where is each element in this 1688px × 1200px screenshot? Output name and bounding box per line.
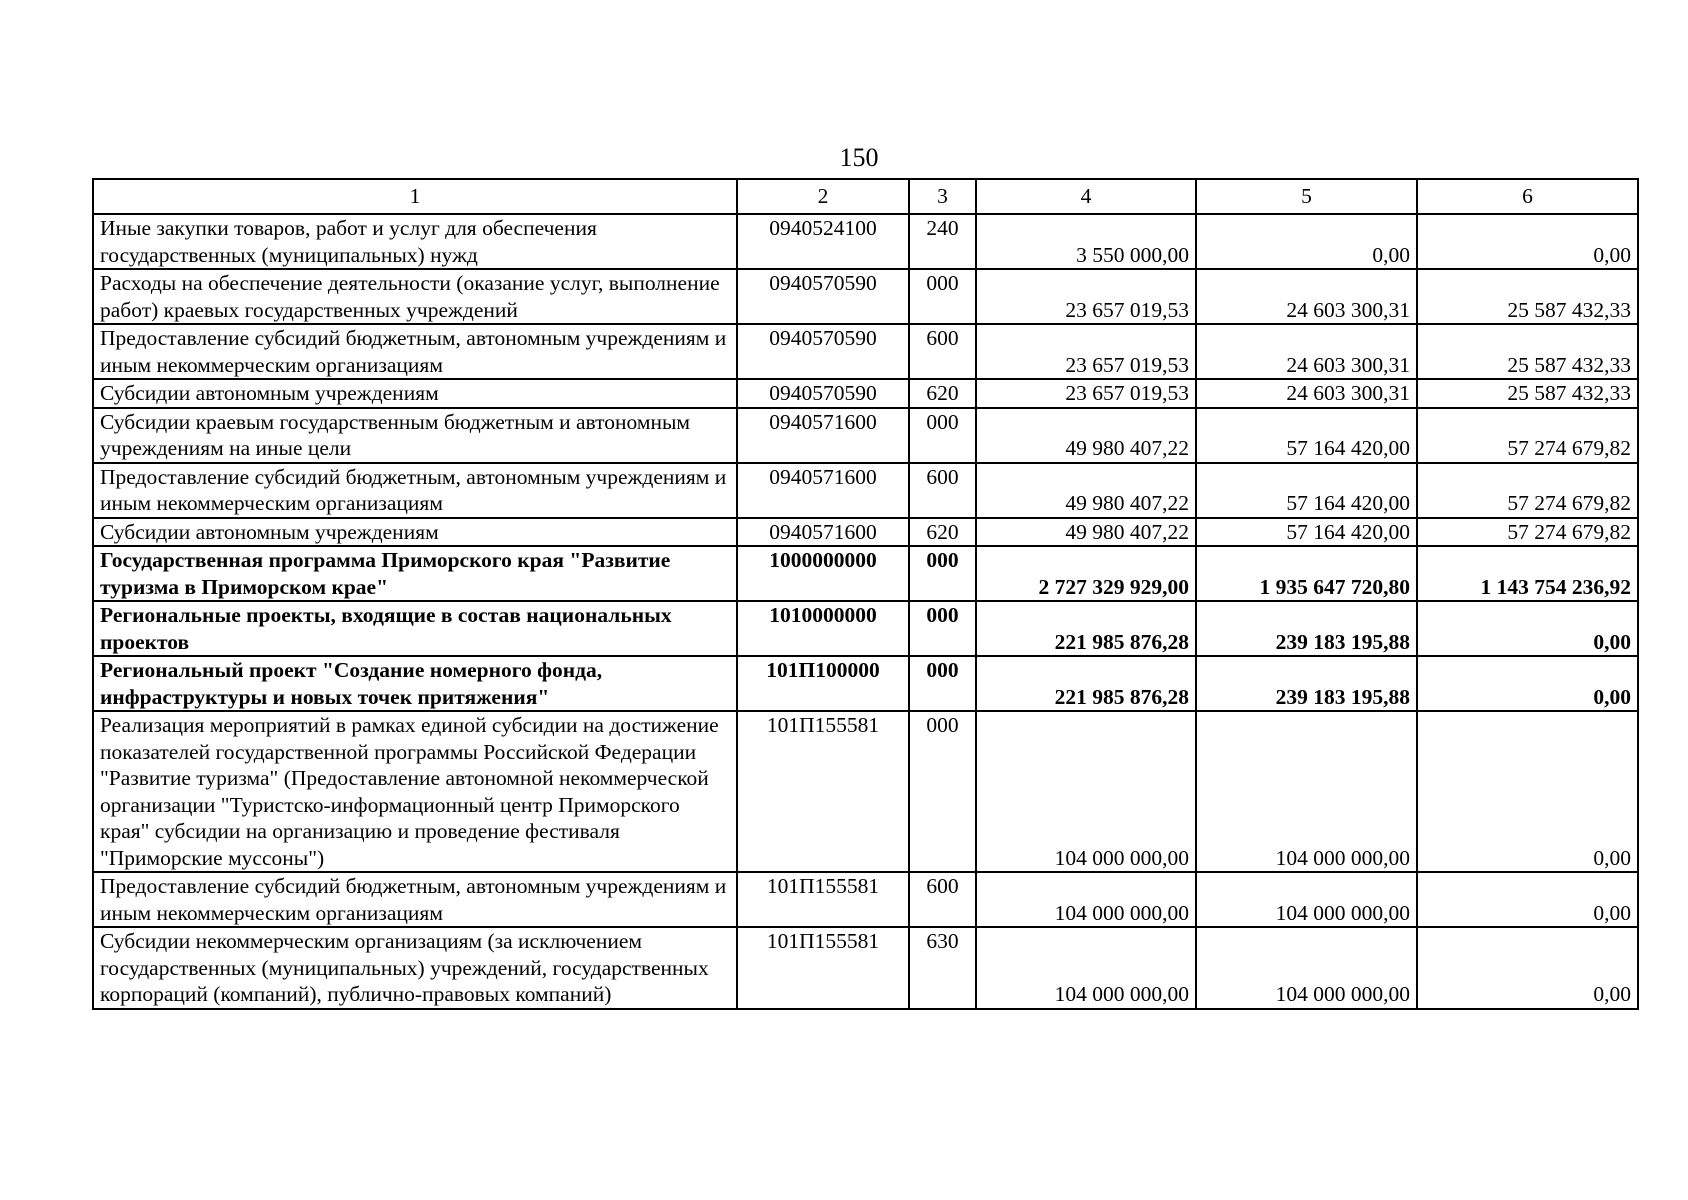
- row-amount-col6-cell: 57 274 679,82: [1417, 518, 1638, 547]
- row-amount-col5-cell: 0,00: [1196, 214, 1417, 269]
- row-amount-col4-cell: 49 980 407,22: [976, 518, 1196, 547]
- row-amount-col4-cell: 49 980 407,22: [976, 408, 1196, 463]
- row-code-cell: 1000000000: [737, 546, 909, 601]
- row-name-cell: Региональный проект "Создание номерного фонда, инфраструктуры и новых точек притяжения": [93, 656, 737, 711]
- row-amount-col4-cell: 49 980 407,22: [976, 463, 1196, 518]
- row-amount-col4-cell: 221 985 876,28: [976, 601, 1196, 656]
- row-amount-col4-cell: 104 000 000,00: [976, 872, 1196, 927]
- row-amount-col5-cell: 239 183 195,88: [1196, 601, 1417, 656]
- row-code-cell: 101П155581: [737, 927, 909, 1009]
- row-amount-col4-cell: 104 000 000,00: [976, 927, 1196, 1009]
- row-expense-type-cell: 000: [909, 601, 976, 656]
- row-amount-col5-cell: 57 164 420,00: [1196, 463, 1417, 518]
- row-code-cell: 0940570590: [737, 269, 909, 324]
- row-name-cell: Субсидии автономным учреждениям: [93, 518, 737, 547]
- table-row: [93, 379, 1638, 408]
- table-row: [93, 324, 1638, 379]
- row-amount-col4-cell: 221 985 876,28: [976, 656, 1196, 711]
- row-name-cell: Субсидии некоммерческим организациям (за исключением государственных (муниципальных) учреждений, государственных корпораций (компаний), публично-правовых компаний): [93, 927, 737, 1009]
- row-name-cell: Государственная программа Приморского края "Развитие туризма в Приморском крае": [93, 546, 737, 601]
- row-amount-col5-cell: 24 603 300,31: [1196, 324, 1417, 379]
- column-header-6: 6: [1417, 179, 1638, 214]
- row-amount-col4-cell: 104 000 000,00: [976, 711, 1196, 872]
- table-row: [93, 546, 1638, 601]
- row-code-cell: 1010000000: [737, 601, 909, 656]
- row-amount-col5-cell: 104 000 000,00: [1196, 711, 1417, 872]
- row-amount-col6-cell: 1 143 754 236,92: [1417, 546, 1638, 601]
- column-header-3: 3: [909, 179, 976, 214]
- row-code-cell: 0940570590: [737, 324, 909, 379]
- row-code-cell: 0940524100: [737, 214, 909, 269]
- table-row: [93, 408, 1638, 463]
- row-expense-type-cell: 600: [909, 872, 976, 927]
- row-amount-col6-cell: 25 587 432,33: [1417, 269, 1638, 324]
- column-header-2: 2: [737, 179, 909, 214]
- row-expense-type-cell: 620: [909, 379, 976, 408]
- column-header-1: 1: [93, 179, 737, 214]
- row-amount-col6-cell: 57 274 679,82: [1417, 408, 1638, 463]
- row-amount-col4-cell: 23 657 019,53: [976, 269, 1196, 324]
- table-row: [93, 214, 1638, 269]
- table-row: [93, 518, 1638, 547]
- row-amount-col5-cell: 239 183 195,88: [1196, 656, 1417, 711]
- row-amount-col6-cell: 0,00: [1417, 927, 1638, 1009]
- row-code-cell: 101П100000: [737, 656, 909, 711]
- row-amount-col5-cell: 24 603 300,31: [1196, 379, 1417, 408]
- row-name-cell: Предоставление субсидий бюджетным, автономным учреждениям и иным некоммерческим организациям: [93, 324, 737, 379]
- row-amount-col6-cell: 0,00: [1417, 656, 1638, 711]
- row-amount-col4-cell: 2 727 329 929,00: [976, 546, 1196, 601]
- row-amount-col5-cell: 104 000 000,00: [1196, 872, 1417, 927]
- row-expense-type-cell: 000: [909, 546, 976, 601]
- row-expense-type-cell: 000: [909, 408, 976, 463]
- row-amount-col5-cell: 57 164 420,00: [1196, 518, 1417, 547]
- row-code-cell: 101П155581: [737, 872, 909, 927]
- column-header-4: 4: [976, 179, 1196, 214]
- row-amount-col4-cell: 23 657 019,53: [976, 324, 1196, 379]
- table-row: [93, 711, 1638, 872]
- row-amount-col6-cell: 0,00: [1417, 872, 1638, 927]
- row-name-cell: Иные закупки товаров, работ и услуг для обеспечения государственных (муниципальных) нужд: [93, 214, 737, 269]
- row-amount-col4-cell: 3 550 000,00: [976, 214, 1196, 269]
- row-name-cell: Субсидии краевым государственным бюджетным и автономным учреждениям на иные цели: [93, 408, 737, 463]
- row-name-cell: Предоставление субсидий бюджетным, автономным учреждениям и иным некоммерческим организациям: [93, 463, 737, 518]
- row-expense-type-cell: 240: [909, 214, 976, 269]
- row-expense-type-cell: 600: [909, 463, 976, 518]
- row-expense-type-cell: 000: [909, 269, 976, 324]
- column-header-5: 5: [1196, 179, 1417, 214]
- row-expense-type-cell: 600: [909, 324, 976, 379]
- row-expense-type-cell: 630: [909, 927, 976, 1009]
- column-number-row: [93, 179, 1638, 214]
- table-row: [93, 601, 1638, 656]
- row-code-cell: 0940571600: [737, 518, 909, 547]
- row-amount-col5-cell: 24 603 300,31: [1196, 269, 1417, 324]
- row-name-cell: Предоставление субсидий бюджетным, автономным учреждениям и иным некоммерческим организациям: [93, 872, 737, 927]
- row-name-cell: Расходы на обеспечение деятельности (оказание услуг, выполнение работ) краевых государственных учреждений: [93, 269, 737, 324]
- row-amount-col6-cell: 25 587 432,33: [1417, 324, 1638, 379]
- row-amount-col5-cell: 57 164 420,00: [1196, 408, 1417, 463]
- table-row: [93, 463, 1638, 518]
- row-expense-type-cell: 000: [909, 711, 976, 872]
- table-row: [93, 927, 1638, 1009]
- row-expense-type-cell: 620: [909, 518, 976, 547]
- row-amount-col6-cell: 0,00: [1417, 601, 1638, 656]
- row-amount-col6-cell: 25 587 432,33: [1417, 379, 1638, 408]
- row-amount-col6-cell: 57 274 679,82: [1417, 463, 1638, 518]
- table-row: [93, 656, 1638, 711]
- row-name-cell: Региональные проекты, входящие в состав национальных проектов: [93, 601, 737, 656]
- row-name-cell: Реализация мероприятий в рамках единой субсидии на достижение показателей государственной программы Российской Федерации "Развитие туризма" (Предоставление автономной некоммерческой организации "Туристско-информационный центр Приморского края" субсидии на организацию и проведение фестиваля "Приморские муссоны"): [93, 711, 737, 872]
- row-code-cell: 101П155581: [737, 711, 909, 872]
- row-name-cell: Субсидии автономным учреждениям: [93, 379, 737, 408]
- budget-table-body: [93, 214, 1638, 1009]
- budget-table: [92, 178, 1639, 1010]
- row-code-cell: 0940571600: [737, 408, 909, 463]
- row-amount-col6-cell: 0,00: [1417, 214, 1638, 269]
- table-row: [93, 269, 1638, 324]
- row-expense-type-cell: 000: [909, 656, 976, 711]
- table-row: [93, 872, 1638, 927]
- row-amount-col4-cell: 23 657 019,53: [976, 379, 1196, 408]
- page-number: 150: [839, 143, 879, 172]
- row-amount-col5-cell: 104 000 000,00: [1196, 927, 1417, 1009]
- row-code-cell: 0940571600: [737, 463, 909, 518]
- row-amount-col5-cell: 1 935 647 720,80: [1196, 546, 1417, 601]
- row-amount-col6-cell: 0,00: [1417, 711, 1638, 872]
- row-code-cell: 0940570590: [737, 379, 909, 408]
